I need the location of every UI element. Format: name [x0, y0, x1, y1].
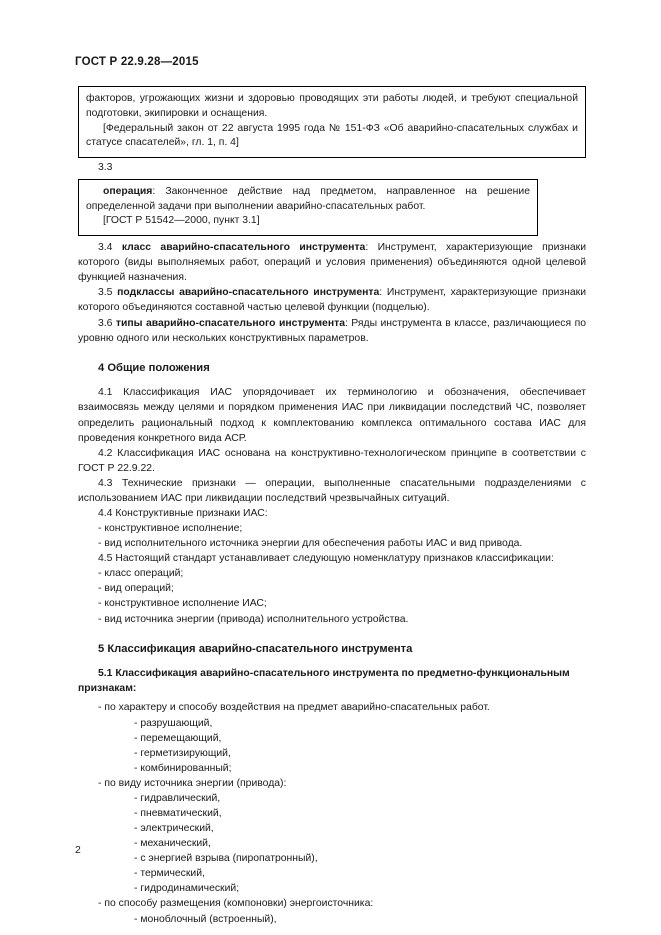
clause-3-6-text: : Ряды инструмента в классе, различающиеся по уровню одного или нескольких конструктивных параметров. [78, 317, 586, 344]
clause-number-3-3: 3.3 [98, 162, 113, 174]
definition-box-1-source: [Федеральный закон от 22 августа 1995 года № 151-ФЗ «Об аварийно-спасательных службах и статусе спасателей», гл. 1, п. 4] [86, 122, 578, 149]
definition-box-continuation [78, 86, 586, 158]
definition-box-1-text: факторов, угрожающих жизни и здоровью проводящих эти работы людей, и требуют специальной подготовки, экипировки и оснащения. [86, 93, 578, 119]
clause-3-5-term: подклассы аварийно-спасательного инструмента [117, 287, 380, 299]
clause-5-1-group-2-item-3: - электрический, [134, 823, 214, 835]
document-body [78, 86, 586, 927]
clause-5-1-group-3-label: - по способу размещения (компоновки) энергоисточника: [98, 898, 374, 910]
section-heading-4: 4 Общие положения [98, 361, 210, 374]
clause-5-1-group-1-item-2: - перемещающий, [134, 732, 222, 744]
clause-4-2: 4.2 Классификация ИАС основана на конструктивно-технологическом принципе в соответствии с ГОСТ Р 22.9.22. [78, 447, 586, 474]
clause-5-1-group-1-label: - по характеру и способу воздействия на предмет аварийно-спасательных работ. [98, 702, 490, 714]
clause-3-4-text: : Инструмент, характеризующие признаки которого (виды выполняемых работ, операций и условия применения) объединяются одной целевой функцией назначения. [78, 242, 587, 284]
clause-5-1-group-1-item-3: - герметизирующий, [134, 747, 231, 759]
clause-5-1-group-1-item-1: - разрушающий, [134, 717, 213, 729]
clause-5-1-group-2-item-5: - с энергией взрыва (пиропатронный), [134, 853, 318, 865]
clause-5-1-group-2-item-7: - гидродинамический; [134, 883, 240, 895]
clause-4-5: 4.5 Настоящий стандарт устанавливает следующую номенклатуру признаков классификации: [98, 553, 554, 565]
page-number: 2 [75, 845, 81, 856]
clause-3-5-number: 3.5 [98, 287, 113, 299]
clause-4-4-item-2: - вид исполнительного источника энергии для обеспечения работы ИАС и вид привода. [98, 538, 523, 550]
clause-3-6-number: 3.6 [98, 317, 113, 329]
section-heading-5: 5 Классификация аварийно-спасательного инструмента [98, 642, 413, 655]
clause-5-1-group-2-item-1: - гидравлический, [134, 792, 221, 804]
clause-4-5-item-1: - класс операций; [98, 568, 184, 580]
page-header-standard-id: ГОСТ Р 22.9.28—2015 [75, 56, 199, 68]
clause-3-5-text: : Инструмент, характеризующие признаки которого объединяются составной частью целевой функции (подцелью). [78, 287, 586, 314]
clause-3-6-term: типы аварийно-спасательного инструмента [115, 317, 345, 329]
clause-4-5-item-4: - вид источника энергии (привода) исполнительного устройства. [98, 613, 409, 625]
clause-3-5 [78, 285, 586, 315]
clause-4-4-item-1: - конструктивное исполнение; [98, 523, 243, 535]
clause-5-1-group-2-item-6: - термический, [134, 868, 205, 880]
clause-3-4-term: класс аварийно-спасательного инструмента [121, 242, 366, 254]
definition-box-2-body [86, 185, 530, 215]
definition-box-2-term: операция [103, 185, 153, 197]
clause-3-6 [78, 316, 586, 346]
clause-5-1-group-3-item-1: - моноблочный (встроенный), [134, 913, 277, 925]
clause-4-3: 4.3 Технические признаки — операции, выполненные спасательными подразделениями с использованием ИАС при ликвидации последствий чрезвычайных ситуаций. [78, 477, 586, 504]
clause-4-5-item-2: - вид операций; [98, 583, 174, 595]
clause-4-1: 4.1 Классификация ИАС упорядочивает их терминологию и обозначения, обеспечивает взаимосвязь между целями и порядком применения ИАС при ликвидации последствий ЧС, позволяет определить рациональный подход к комплектованию комплекса оптимального состава ИАС для проведения конкретного вида АСР. [78, 387, 586, 444]
definition-box-2-definition: : Законченное действие над предметом, направленное на решение определенной задачи при выполнении аварийно-спасательных работ. [86, 185, 530, 212]
clause-3-4 [78, 240, 586, 285]
clause-4-5-item-3: - конструктивное исполнение ИАС; [98, 598, 267, 610]
definition-box-operation [78, 179, 538, 236]
clause-5-1-line-1: 5.1 Классификация аварийно-спасательного инструмента по предметно-функциональным [98, 668, 570, 680]
clause-4-4: 4.4 Конструктивные признаки ИАС: [98, 507, 268, 519]
clause-5-1-group-2-item-4: - механический, [134, 838, 211, 850]
clause-3-4-number: 3.4 [98, 242, 113, 254]
clause-5-1-line-2: признакам: [78, 683, 137, 695]
definition-box-2-source: [ГОСТ Р 51542—2000, пункт 3.1] [103, 215, 260, 227]
clause-5-1-group-1-item-4: - комбинированный; [134, 762, 232, 774]
clause-5-1-group-2-item-2: - пневматический, [134, 807, 222, 819]
clause-5-1-group-2-label: - по виду источника энергии (привода): [98, 777, 287, 789]
